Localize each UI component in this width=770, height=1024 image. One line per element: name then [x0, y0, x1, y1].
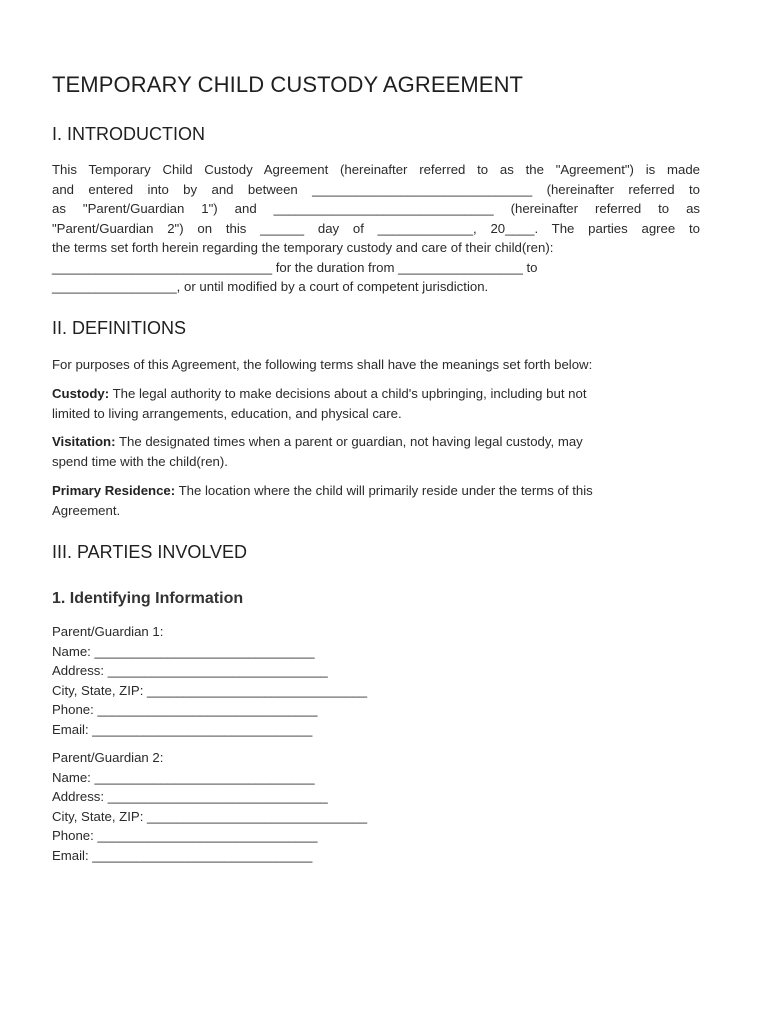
parent-guardian-1-block [52, 622, 367, 739]
city-state-zip-field[interactable]: City, State, ZIP: ______________________________ [52, 808, 368, 824]
definition-text: The location where the child will primarily reside under the terms of this [178, 483, 593, 498]
definition-term: Primary Residence: [52, 483, 176, 498]
introduction-paragraph [52, 160, 700, 297]
city-state-zip-field[interactable]: City, State, ZIP: ______________________________ [52, 682, 368, 698]
definition-text: The designated times when a parent or guardian, not having legal custody, may [118, 434, 583, 449]
introduction-line: the terms set forth herein regarding the temporary custody and care of their child(ren): [52, 240, 554, 255]
address-field[interactable]: Address: ______________________________ [52, 789, 328, 804]
name-field[interactable]: Name: ______________________________ [52, 643, 315, 659]
definition-text: limited to living arrangements, education, and physical care. [52, 405, 402, 421]
address-field[interactable]: Address: ______________________________ [52, 663, 328, 678]
definitions-heading: II. DEFINITIONS [52, 318, 187, 338]
definition-custody [52, 384, 712, 423]
definition-term: Visitation: [52, 434, 116, 449]
introduction-line: ______________________________ for the duration from _________________ to [52, 259, 538, 275]
definitions-intro [52, 355, 712, 375]
introduction-line: This Temporary Child Custody Agreement (hereinafter referred to as the "Agreement") is made [52, 162, 700, 177]
definition-visitation [52, 432, 712, 471]
definition-text: Agreement. [52, 502, 121, 518]
introduction-line: _________________, or until modified by a court of competent jurisdiction. [52, 279, 489, 294]
phone-field[interactable]: Phone: ______________________________ [52, 828, 318, 843]
definition-text: The legal authority to make decisions about a child's upbringing, including but not [112, 386, 587, 401]
parent-guardian-1-label: Parent/Guardian 1: [52, 624, 164, 639]
definitions-intro-text: For purposes of this Agreement, the following terms shall have the meanings set forth below: [52, 357, 593, 372]
definition-primary-residence [52, 481, 712, 520]
introduction-line: and entered into by and between ______________________________ (hereinafter referred to [52, 181, 700, 197]
parent-guardian-2-label: Parent/Guardian 2: [52, 750, 164, 765]
identifying-information-heading: 1. Identifying Information [52, 590, 244, 607]
introduction-line: as "Parent/Guardian 1") and ______________________________ (hereinafter referred to as [52, 201, 700, 216]
email-field[interactable]: Email: ______________________________ [52, 847, 313, 863]
parties-heading: III. PARTIES INVOLVED [52, 542, 248, 562]
definition-term: Custody: [52, 386, 110, 401]
introduction-line: "Parent/Guardian 2") on this ______ day of _____________, 20____. The parties agree to [52, 220, 700, 236]
introduction-heading: I. INTRODUCTION [52, 124, 205, 144]
phone-field[interactable]: Phone: ______________________________ [52, 702, 318, 717]
email-field[interactable]: Email: ______________________________ [52, 721, 313, 737]
document-title: TEMPORARY CHILD CUSTODY AGREEMENT [52, 72, 524, 97]
name-field[interactable]: Name: ______________________________ [52, 769, 315, 785]
parent-guardian-2-block [52, 748, 367, 865]
definition-text: spend time with the child(ren). [52, 453, 228, 469]
